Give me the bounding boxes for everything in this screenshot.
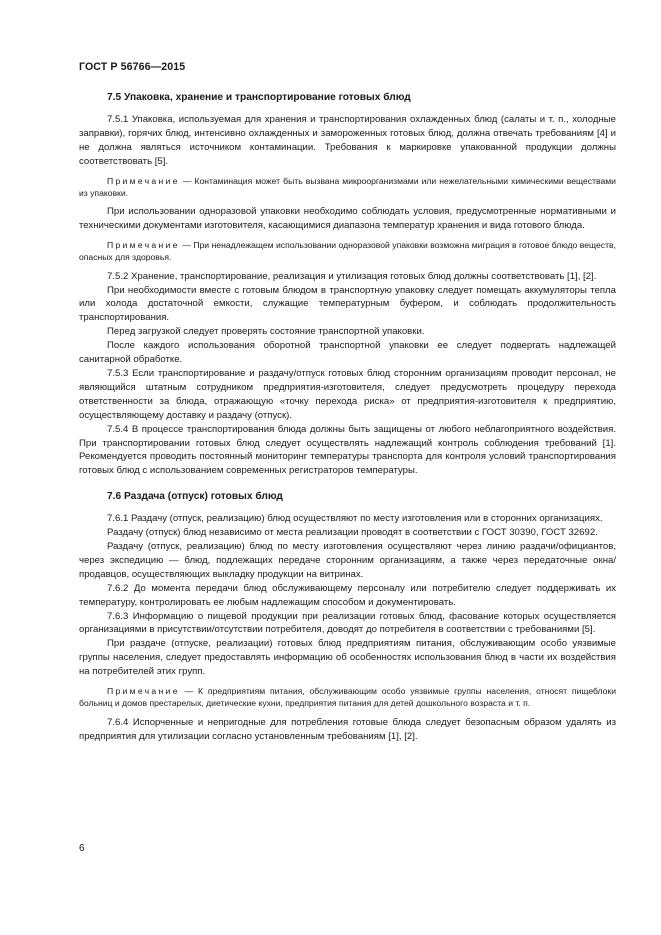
paragraph-vulnerable-groups: При раздаче (отпуске, реализации) готовых блюд предприятиям питания, обслуживающим особо уязвимые группы населения, следует предоставлять информацию об особенностях использования блюд в части их воздействия на потребителей этих групп.	[79, 638, 616, 678]
section-7-5	[79, 91, 616, 478]
document-body	[79, 91, 616, 744]
note-label: Примечание	[107, 175, 180, 186]
paragraph-7-5-2: 7.5.2 Хранение, транспортирование, реализация и утилизация готовых блюд должны соответствовать [1], [2].	[107, 270, 597, 282]
paragraph-7-6-1: 7.6.1 Раздачу (отпуск, реализацию) блюд осуществляют по месту изготовления или в сторонних организациях.	[107, 513, 603, 525]
paragraph-thermal-accumulators: При необходимости вместе с готовым блюдом в транспортную упаковку следует помещать аккумуляторы тепла или холода достаточной емкости, служащие температурным буфером, и соблюдать продолжительность транспортирования.	[79, 284, 616, 324]
paragraph-7-5-4: 7.5.4 В процессе транспортирования блюда должны быть защищены от любого неблагоприятного воздействия. При транспортировании готовых блюд следует осуществлять надлежащий контроль соблюдения требований [1]. Рекомендуется проводить постоянный мониторинг температуры транспорта для контроля условий транспортирования готовых блюд с использованием современных регистраторов температуры.	[79, 423, 616, 477]
section-7-6	[79, 490, 616, 743]
paragraph-sanitization: После каждого использования оборотной транспортной упаковки ее следует подвергать надлежащей санитарной обработке.	[79, 340, 616, 366]
paragraph-7-5-3: 7.5.3 Если транспортирование и раздачу/отпуск готовых блюд сторонним организациям проводит персонал, не являющийся штатным сотрудником предприятия-изготовителя, следует предусмотреть процедуру перехода ответственности за блюда, отражающую «точку перехода риска» от предприятия-изготовителя к предприятию, осуществляющему доставку и раздачу (отпуск).	[79, 367, 616, 421]
note-text: — К предприятиям питания, обслуживающим особо уязвимые группы населения, относят пищеблоки больниц и домов престарелых, диетические кухни, предприятия питания для детей дошкольного возраста и т. п.	[79, 686, 616, 709]
note-label: Примечание	[107, 240, 180, 251]
page-number: 6	[79, 843, 85, 854]
note-7-6-vulnerable	[79, 685, 616, 710]
section-7-5-title: 7.5 Упаковка, хранение и транспортирование готовых блюд	[107, 92, 411, 103]
paragraph-7-6-4: 7.6.4 Испорченные и непригодные для потребления готовые блюда следует безопасным образом удалять из предприятия для утилизации согласно установленным требованиям [1], [2].	[79, 716, 616, 742]
paragraph-check-packaging: Перед загрузкой следует проверять состояние транспортной упаковки.	[107, 326, 425, 338]
note-text: — При ненадлежащем использовании одноразовой упаковки возможна миграция в готовое блюдо веществ, опасных для здоровья.	[79, 240, 616, 263]
paragraph-7-6-2: 7.6.2 До момента передачи блюд обслуживающему персоналу или потребителю следует поддерживать их температуру, контролировать ее любым надлежащим способом и документировать.	[79, 582, 616, 608]
paragraph-serving-channels: Раздачу (отпуск, реализацию) блюд по месту изготовления осуществляют через линию раздачи/официантов, через экспедицию — блюд, подлежащих передаче сторонним организациям, а также через передаточные окна/продавцов, осуществляющих выкладку продукции на витринах.	[79, 541, 616, 580]
note-7-5-contamination	[79, 175, 616, 200]
paragraph-7-5-1: 7.5.1 Упаковка, используемая для хранения и транспортирования охлажденных блюд (салаты и т. п., холодные заправки), горячих блюд, интенсивно охлажденных и замороженных готовых блюд, должна отвечать требованиям [4] и не должна являться источником контаминации. Требования к маркировке упакованной продукции должны соответствовать [5].	[79, 114, 616, 167]
note-text: — Контаминация может быть вызвана микроорганизмами или нежелательными химическими веществами из упаковки.	[79, 175, 616, 198]
note-label: Примечание	[107, 686, 180, 697]
section-7-6-title: 7.6 Раздача (отпуск) готовых блюд	[107, 491, 283, 503]
paragraph-standards: Раздачу (отпуск) блюд независимо от места реализации проводят в соответствии с ГОСТ 30390, ГОСТ 32692.	[107, 527, 598, 539]
paragraph-disposable-packaging: При использовании одноразовой упаковки необходимо соблюдать условия, предусмотренные нормативными и техническими документами изготовителя, касающимися диапазона температур хранения и вида готового блюда.	[79, 206, 616, 232]
note-7-5-migration	[79, 239, 616, 264]
paragraph-7-6-3: 7.6.3 Информацию о пищевой продукции при реализации готовых блюд, фасование которых осуществляется организациями в присутствии/отсутствии потребителя, доводят до потребителя в соответствии с требованиями [5].	[79, 610, 616, 636]
document-header: ГОСТ Р 56766—2015	[79, 61, 186, 73]
